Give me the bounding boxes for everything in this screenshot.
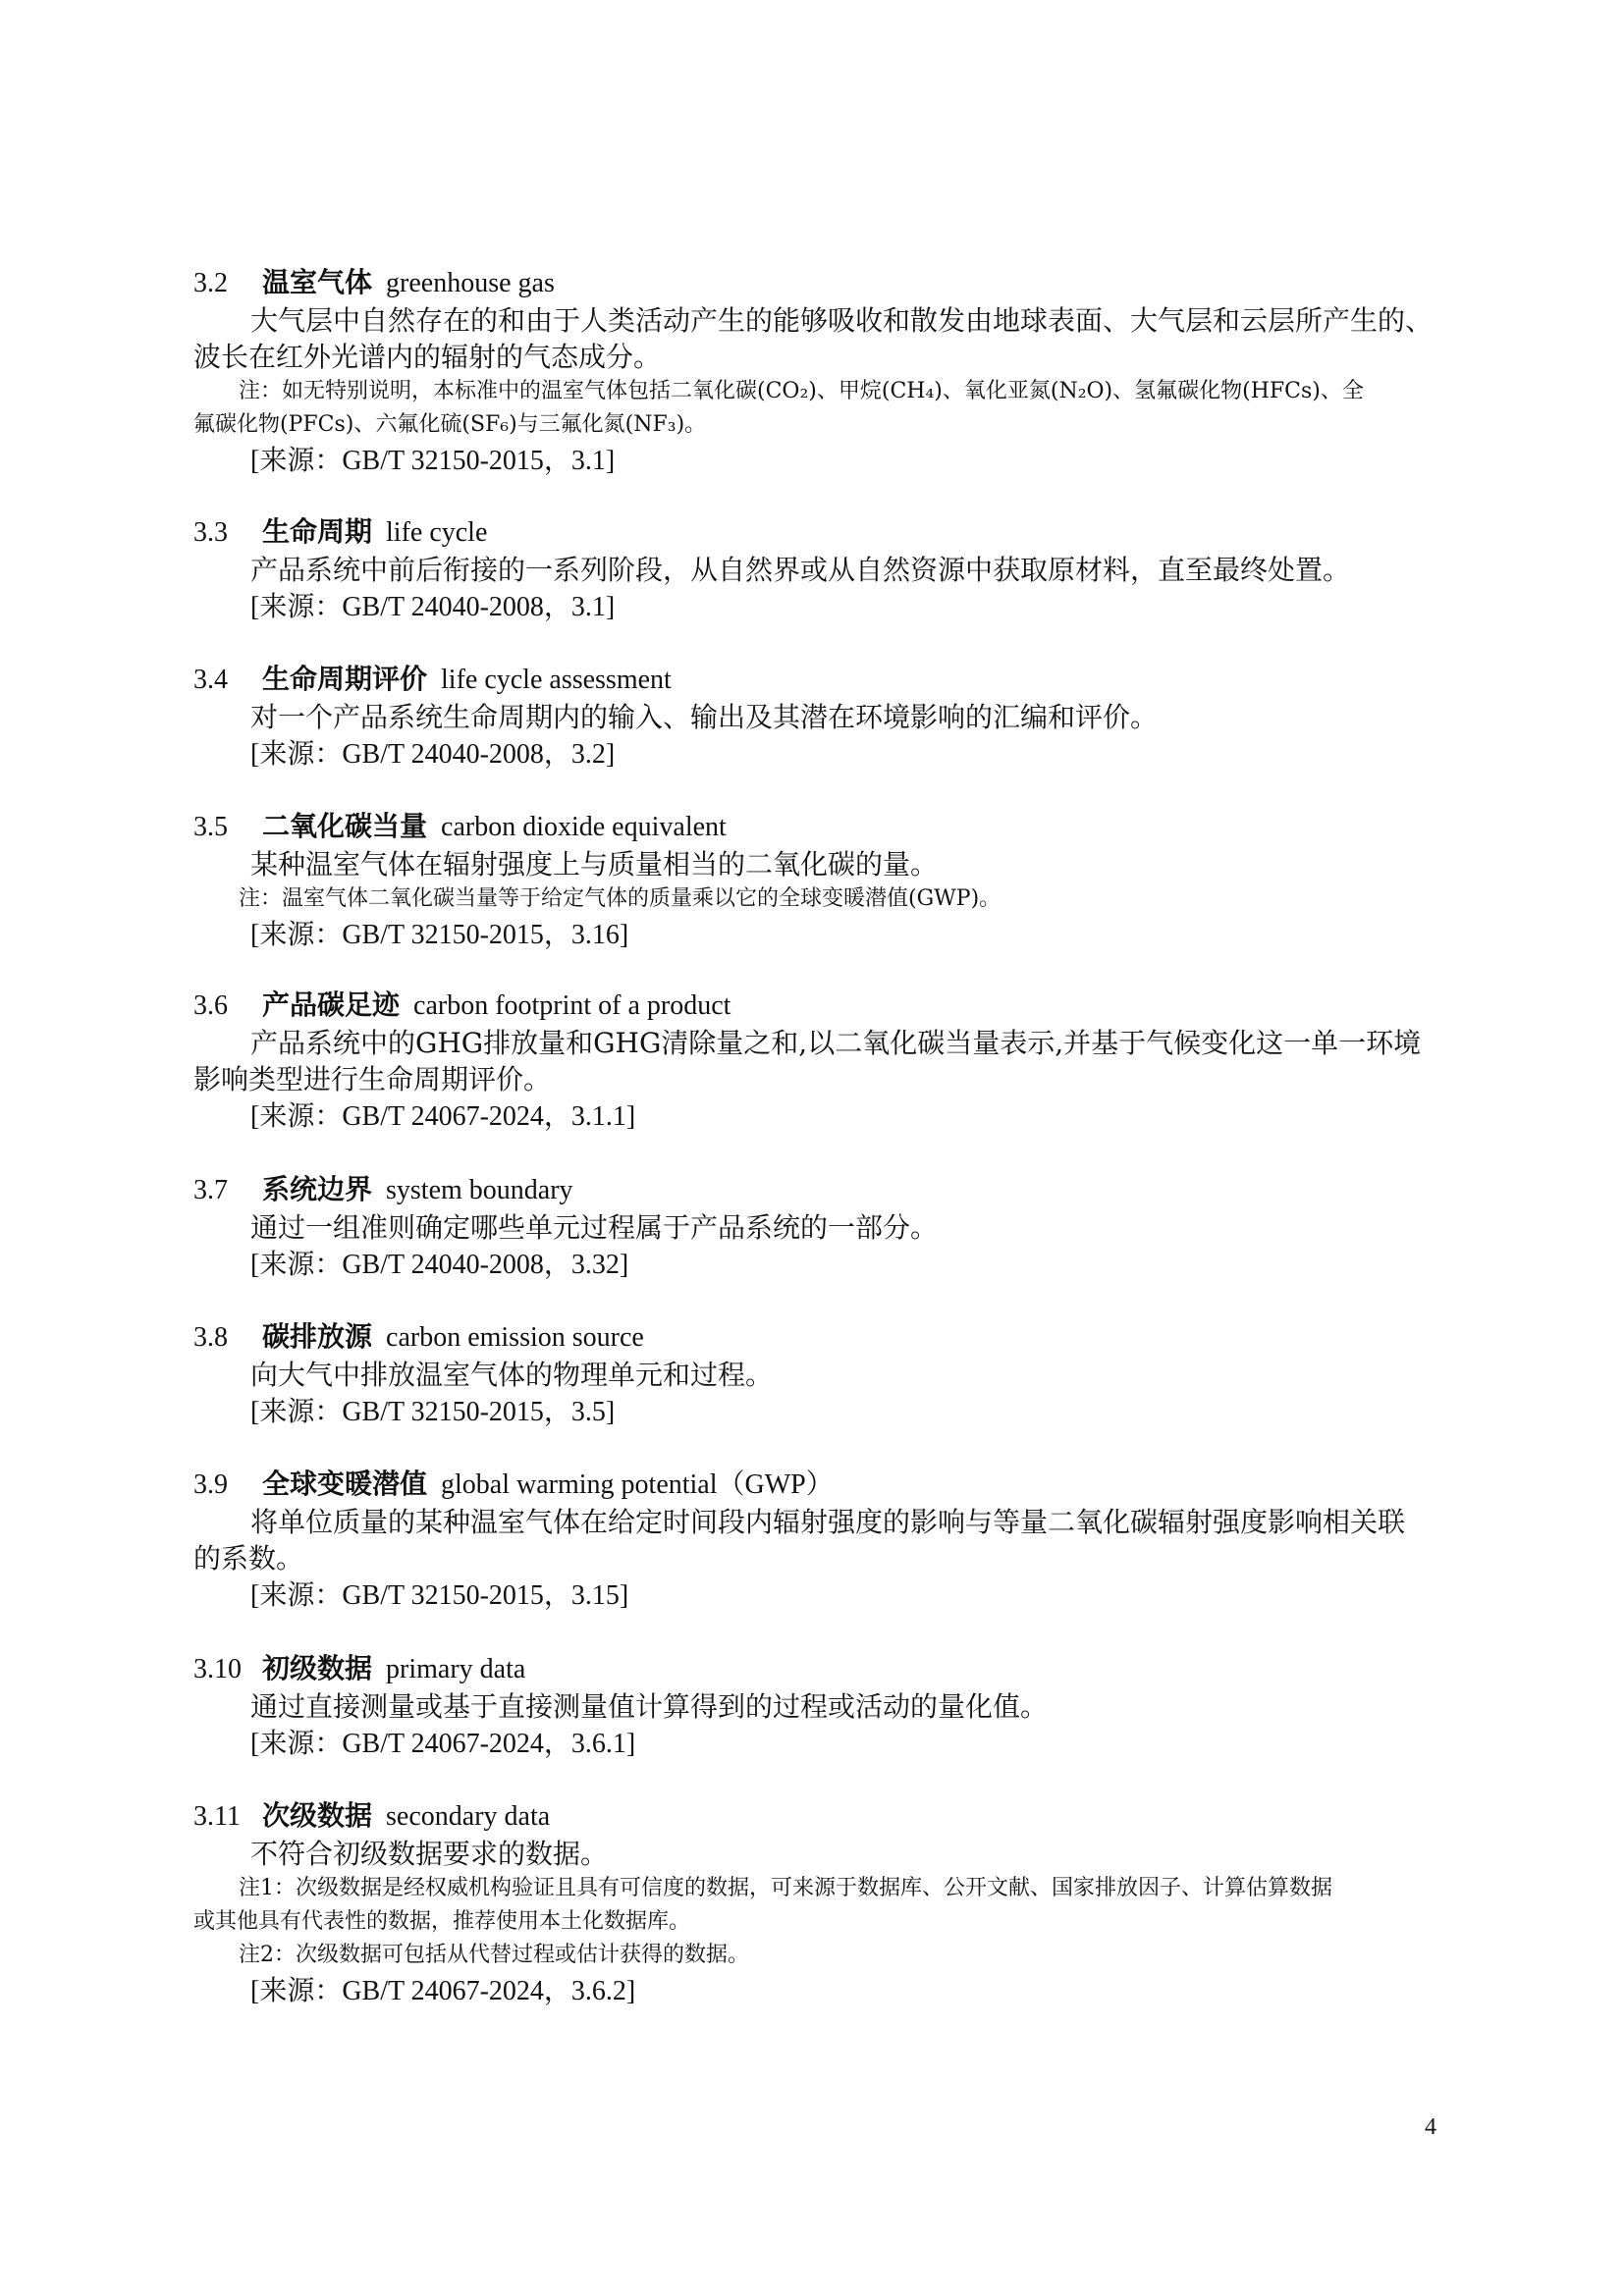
term-source: [来源：GB/T 24040-2008，3.32] xyxy=(250,1250,629,1280)
term-heading xyxy=(193,1465,1480,1504)
term-number: 3.6 xyxy=(193,990,228,1021)
term-en: system boundary xyxy=(386,1175,573,1205)
term-source: [来源：GB/T 32150-2015，3.5] xyxy=(250,1397,616,1427)
term-number: 3.7 xyxy=(193,1175,228,1205)
term-number: 3.4 xyxy=(193,665,228,695)
term-zh: 系统边界 xyxy=(262,1173,373,1205)
term-number: 3.8 xyxy=(193,1322,228,1353)
term-number: 3.3 xyxy=(193,517,228,548)
term-en: carbon emission source xyxy=(386,1322,644,1353)
term-heading xyxy=(193,1170,1480,1209)
definition-line: 大气层中自然存在的和由于人类活动产生的能够吸收和散发由地球表面、大气层和云层所产生的、 xyxy=(250,304,1434,337)
term-source: [来源：GB/T 24067-2024，3.6.1] xyxy=(250,1729,636,1759)
page-number: 4 xyxy=(1425,2114,1436,2140)
term-number: 3.5 xyxy=(193,812,228,842)
term-zh: 产品碳足迹 xyxy=(262,988,401,1021)
term-3-10 xyxy=(193,1649,1480,1764)
definition-line: 通过一组准则确定哪些单元过程属于产品系统的一部分。 xyxy=(250,1211,939,1244)
term-3-7 xyxy=(193,1170,1480,1285)
term-source: [来源：GB/T 24040-2008，3.1] xyxy=(250,592,616,622)
note-line: 氟碳化物(PFCs)、六氟化硫(SF₆)与三氟化氮(NF₃)。 xyxy=(193,412,707,437)
term-3-5 xyxy=(193,807,1480,955)
term-zh: 次级数据 xyxy=(262,1799,373,1832)
term-zh: 全球变暖潜值 xyxy=(262,1468,428,1500)
definition-line: 不符合初级数据要求的数据。 xyxy=(250,1838,609,1870)
term-zh: 生命周期 xyxy=(262,515,373,548)
definition-line: 产品系统中的GHG排放量和GHG清除量之和,以二氧化碳当量表示,并基于气候变化这一单一环境 xyxy=(250,1027,1422,1059)
term-3-8 xyxy=(193,1317,1480,1432)
term-zh: 初级数据 xyxy=(262,1652,373,1684)
note-line: 注：如无特别说明，本标准中的温室气体包括二氧化碳(CO₂)、甲烷(CH₄)、氧化亚氮(N₂O)、氢氟碳化物(HFCs)、全 xyxy=(239,379,1364,403)
term-source: [来源：GB/T 32150-2015，3.1] xyxy=(250,446,616,476)
term-en: life cycle assessment xyxy=(441,665,672,695)
term-3-3 xyxy=(193,512,1480,627)
term-en: carbon footprint of a product xyxy=(413,990,731,1021)
term-heading xyxy=(193,1317,1480,1357)
term-zh: 温室气体 xyxy=(262,266,373,298)
term-heading xyxy=(193,512,1480,552)
term-en: global warming potential（GWP） xyxy=(441,1469,834,1500)
term-number: 3.9 xyxy=(193,1469,228,1500)
definition-line: 的系数。 xyxy=(193,1542,304,1575)
term-en: life cycle xyxy=(386,517,488,548)
note-line: 或其他具有代表性的数据，推荐使用本土化数据库。 xyxy=(193,1909,691,1934)
term-source: [来源：GB/T 32150-2015，3.15] xyxy=(250,1580,629,1611)
term-heading xyxy=(193,986,1480,1025)
term-source: [来源：GB/T 24040-2008，3.2] xyxy=(250,739,616,770)
term-number: 3.11 xyxy=(193,1801,241,1832)
term-heading xyxy=(193,1649,1480,1688)
note-line: 注1：次级数据是经权威机构验证且具有可信度的数据，可来源于数据库、公开文献、国家排放因子、计算估算数据 xyxy=(239,1876,1333,1900)
term-heading xyxy=(193,1796,1480,1836)
term-zh: 碳排放源 xyxy=(262,1320,373,1353)
term-3-2 xyxy=(193,263,1480,481)
term-heading xyxy=(193,807,1480,846)
definition-line: 产品系统中前后衔接的一系列阶段，从自然界或从自然资源中获取原材料，直至最终处置。 xyxy=(250,554,1351,586)
definition-line: 某种温室气体在辐射强度上与质量相当的二氧化碳的量。 xyxy=(250,848,939,881)
term-zh: 生命周期评价 xyxy=(262,663,428,695)
term-3-6 xyxy=(193,986,1480,1137)
note-line: 注2：次级数据可包括从代替过程或估计获得的数据。 xyxy=(239,1943,749,1967)
term-en: greenhouse gas xyxy=(386,268,555,298)
term-3-9 xyxy=(193,1465,1480,1616)
term-heading xyxy=(193,263,1480,302)
term-3-4 xyxy=(193,660,1480,774)
definition-line: 向大气中排放温室气体的物理单元和过程。 xyxy=(250,1359,774,1391)
term-en: secondary data xyxy=(386,1801,551,1832)
term-en: carbon dioxide equivalent xyxy=(441,812,727,842)
term-3-11 xyxy=(193,1796,1480,2011)
definition-line: 影响类型进行生命周期评价。 xyxy=(193,1063,552,1095)
term-source: [来源：GB/T 24067-2024，3.6.2] xyxy=(250,1976,636,2006)
term-en: primary data xyxy=(386,1654,526,1684)
note-line: 注：温室气体二氧化碳当量等于给定气体的质量乘以它的全球变暖潜值(GWP)。 xyxy=(239,886,1001,911)
term-zh: 二氧化碳当量 xyxy=(262,810,428,842)
term-source: [来源：GB/T 32150-2015，3.16] xyxy=(250,920,629,950)
term-source: [来源：GB/T 24067-2024，3.1.1] xyxy=(250,1101,636,1132)
term-number: 3.2 xyxy=(193,268,228,298)
definition-line: 对一个产品系统生命周期内的输入、输出及其潜在环境影响的汇编和评价。 xyxy=(250,701,1159,733)
term-heading xyxy=(193,660,1480,699)
definition-line: 通过直接测量或基于直接测量值计算得到的过程或活动的量化值。 xyxy=(250,1690,1049,1723)
definition-line: 波长在红外光谱内的辐射的气态成分。 xyxy=(193,341,662,373)
definition-line: 将单位质量的某种温室气体在给定时间段内辐射强度的影响与等量二氧化碳辐射强度影响相关联 xyxy=(250,1506,1406,1538)
term-number: 3.10 xyxy=(193,1654,242,1684)
